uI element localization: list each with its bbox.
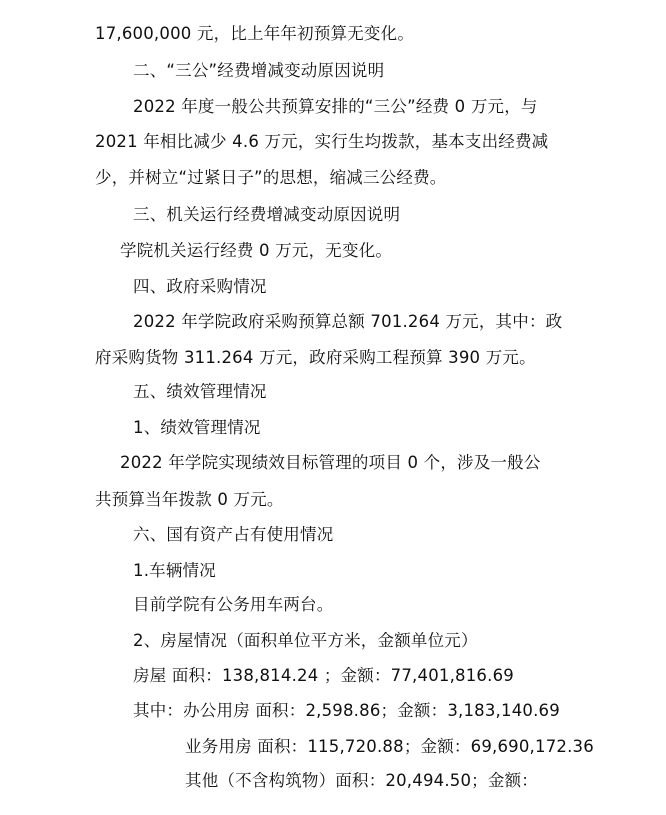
text-line: 17,600,000 元，比上年年初预算无变化。: [95, 24, 415, 43]
section-heading: 三、机关运行经费增减变动原因说明: [133, 205, 401, 224]
text-line: 2022 年度一般公共预算安排的“三公”经费 0 万元，与: [133, 97, 538, 116]
subsection-heading: 2、房屋情况（面积单位平方米，金额单位元）: [133, 631, 478, 650]
text-line: 目前学院有公务用车两台。: [133, 595, 334, 614]
text-line: 学院机关运行经费 0 万元，无变化。: [120, 241, 393, 260]
section-heading: 二、“三公”经费增减变动原因说明: [133, 61, 385, 80]
text-line: 其他（不含构筑物）面积：20,494.50；金额：: [185, 771, 538, 790]
text-line: 2022 年学院实现绩效目标管理的项目 0 个，涉及一般公: [120, 453, 541, 472]
text-line: 共预算当年拨款 0 万元。: [95, 490, 284, 509]
subsection-heading: 1、绩效管理情况: [133, 418, 261, 437]
text-line: 其中：办公用房 面积：2,598.86；金额：3,183,140.69: [133, 701, 560, 720]
section-heading: 五、绩效管理情况: [133, 382, 267, 401]
section-heading: 六、国有资产占有使用情况: [133, 525, 334, 544]
text-line: 少，并树立“过紧日子”的思想，缩减三公经费。: [95, 168, 447, 187]
text-line: 房屋 面积：138,814.24 ；金额：77,401,816.69: [133, 666, 514, 685]
subsection-heading: 1.车辆情况: [133, 561, 216, 580]
text-line: 2021 年相比减少 4.6 万元，实行生均拨款，基本支出经费减: [95, 132, 549, 151]
text-line: 业务用房 面积：115,720.88；金额：69,690,172.36: [185, 737, 594, 756]
text-line: 2022 年学院政府采购预算总额 701.264 万元，其中：政: [133, 312, 563, 331]
section-heading: 四、政府采购情况: [133, 277, 267, 296]
text-line: 府采购货物 311.264 万元，政府采购工程预算 390 万元。: [95, 348, 536, 367]
